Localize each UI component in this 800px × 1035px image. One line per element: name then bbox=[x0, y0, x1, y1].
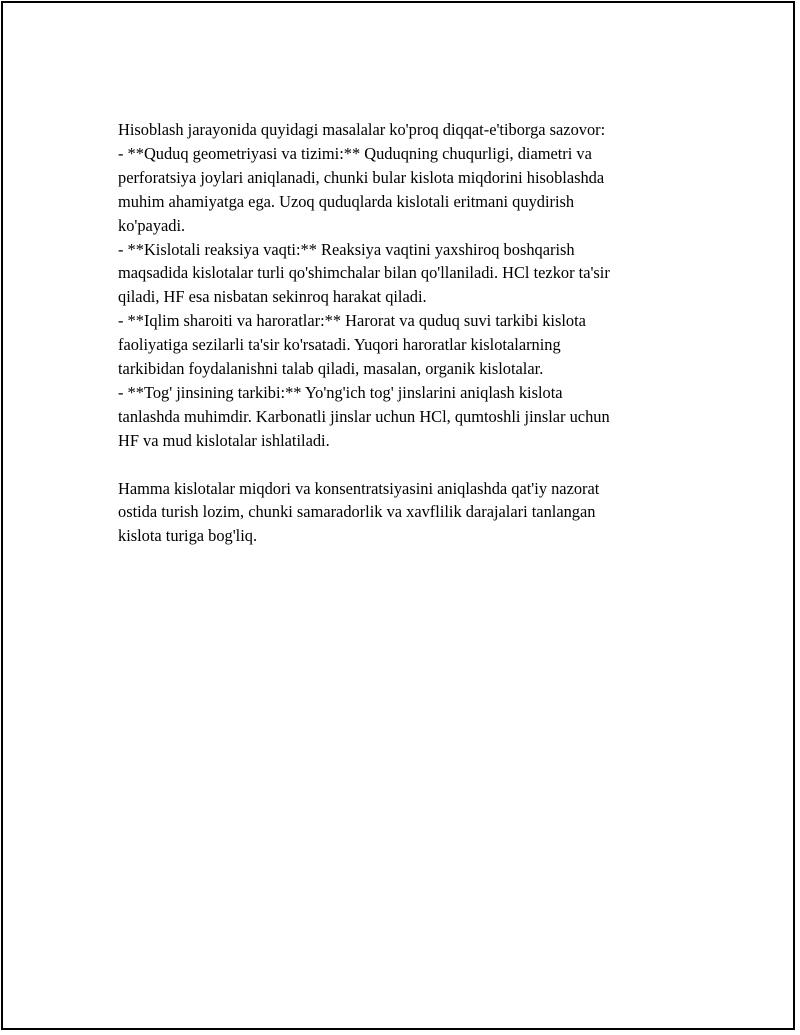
list-item-rock-composition bbox=[118, 381, 683, 453]
list-item-line: tarkibidan foydalanishni talab qiladi, masalan, organik kislotalar. bbox=[118, 359, 544, 379]
list-item-climate-temperature bbox=[118, 309, 683, 381]
list-item-line: muhim ahamiyatga ega. Uzoq quduqlarda kislotali eritmani quydirish bbox=[118, 191, 575, 211]
list-item-line: ko'payadi. bbox=[118, 215, 186, 235]
list-item-line: perforatsiya joylari aniqlanadi, chunki bular kislota miqdorini hisoblashda bbox=[118, 167, 605, 187]
conclusion-line: kislota turiga bog'liq. bbox=[118, 526, 258, 546]
list-item-line: - **Iqlim sharoiti va haroratlar:** Harorat va quduq suvi tarkibi kislota bbox=[118, 311, 586, 331]
list-item-line: - **Kislotali reaksiya vaqti:** Reaksiya vaqtini yaxshiroq boshqarish bbox=[118, 239, 575, 259]
document-body bbox=[118, 118, 683, 548]
list-item-line: faoliyatiga sezilarli ta'sir ko'rsatadi. Yuqori haroratlar kislotalarning bbox=[118, 335, 561, 355]
list-item-well-geometry bbox=[118, 142, 683, 238]
list-item-line: qiladi, HF esa nisbatan sekinroq harakat qiladi. bbox=[118, 287, 427, 307]
conclusion-paragraph bbox=[118, 477, 683, 549]
list-item-line: tanlashda muhimdir. Karbonatli jinslar uchun HCl, qumtoshli jinslar uchun bbox=[118, 406, 610, 426]
list-item-line: HF va mud kislotalar ishlatiladi. bbox=[118, 430, 330, 450]
list-item-reaction-time bbox=[118, 238, 683, 310]
conclusion-line: ostida turish lozim, chunki samaradorlik va xavflilik darajalari tanlangan bbox=[118, 502, 596, 522]
list-item-line: maqsadida kislotalar turli qo'shimchalar bilan qo'llaniladi. HCl tezkor ta'sir bbox=[118, 263, 610, 283]
list-item-line: - **Tog' jinsining tarkibi:** Yo'ng'ich tog' jinslarini aniqlash kislota bbox=[118, 382, 563, 402]
paragraph-spacer bbox=[118, 453, 683, 477]
list-item-line: - **Quduq geometriyasi va tizimi:** Quduqning chuqurligi, diametri va bbox=[118, 143, 592, 163]
intro-paragraph: Hisoblash jarayonida quyidagi masalalar ko'proq diqqat-e'tiborga sazovor: bbox=[118, 120, 606, 139]
conclusion-line: Hamma kislotalar miqdori va konsentratsiyasini aniqlashda qat'iy nazorat bbox=[118, 478, 600, 498]
